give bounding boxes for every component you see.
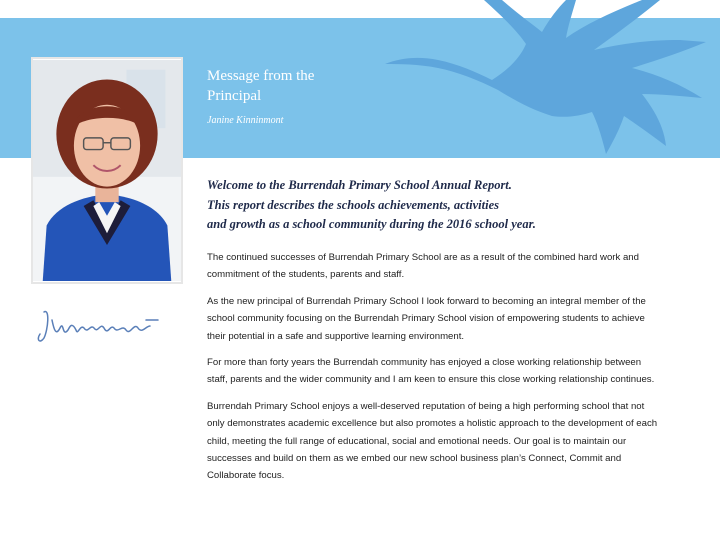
body-text	[207, 249, 662, 494]
paragraph: As the new principal of Burrendah Primary School I look forward to becoming an integral member of the school community focusing on the Burrendah Primary School vision of empowering students to achieve their potential in a safe and supportive learning environment.	[207, 295, 646, 342]
author-name: Janine Kinninmont	[207, 115, 284, 126]
page-title: Message from the Principal	[207, 68, 315, 104]
signature-icon	[34, 300, 174, 350]
paragraph: The continued successes of Burrendah Primary School are as a result of the combined hard work and commitment of the students, parents and staff.	[207, 252, 639, 281]
lead-line: This report describes the schools achievements, activities	[207, 197, 499, 212]
portrait-image	[33, 59, 181, 282]
lead-line: and growth as a school community during the 2016 school year.	[207, 217, 536, 231]
paragraph: Burrendah Primary School enjoys a well-deserved reputation of being a high performing school that not only demonstrates academic excellence but also promotes a holistic approach to the development of each child, meeting the full range of educational, social and emotional needs. Our goal is to maintain our successes and build on them as we embed our new school business plan’s Connect, Commit and Collaborate focus.	[207, 400, 658, 482]
lead-line: Welcome to the Burrendah Primary School Annual Report.	[207, 178, 512, 192]
bird-silhouette-icon	[380, 0, 720, 170]
principal-photo	[31, 57, 183, 284]
paragraph: For more than forty years the Burrendah community has enjoyed a close working relationship between staff, parents and the wider community and I am keen to ensure this close working relationship continues.	[207, 357, 655, 386]
lead-statement	[207, 176, 677, 235]
